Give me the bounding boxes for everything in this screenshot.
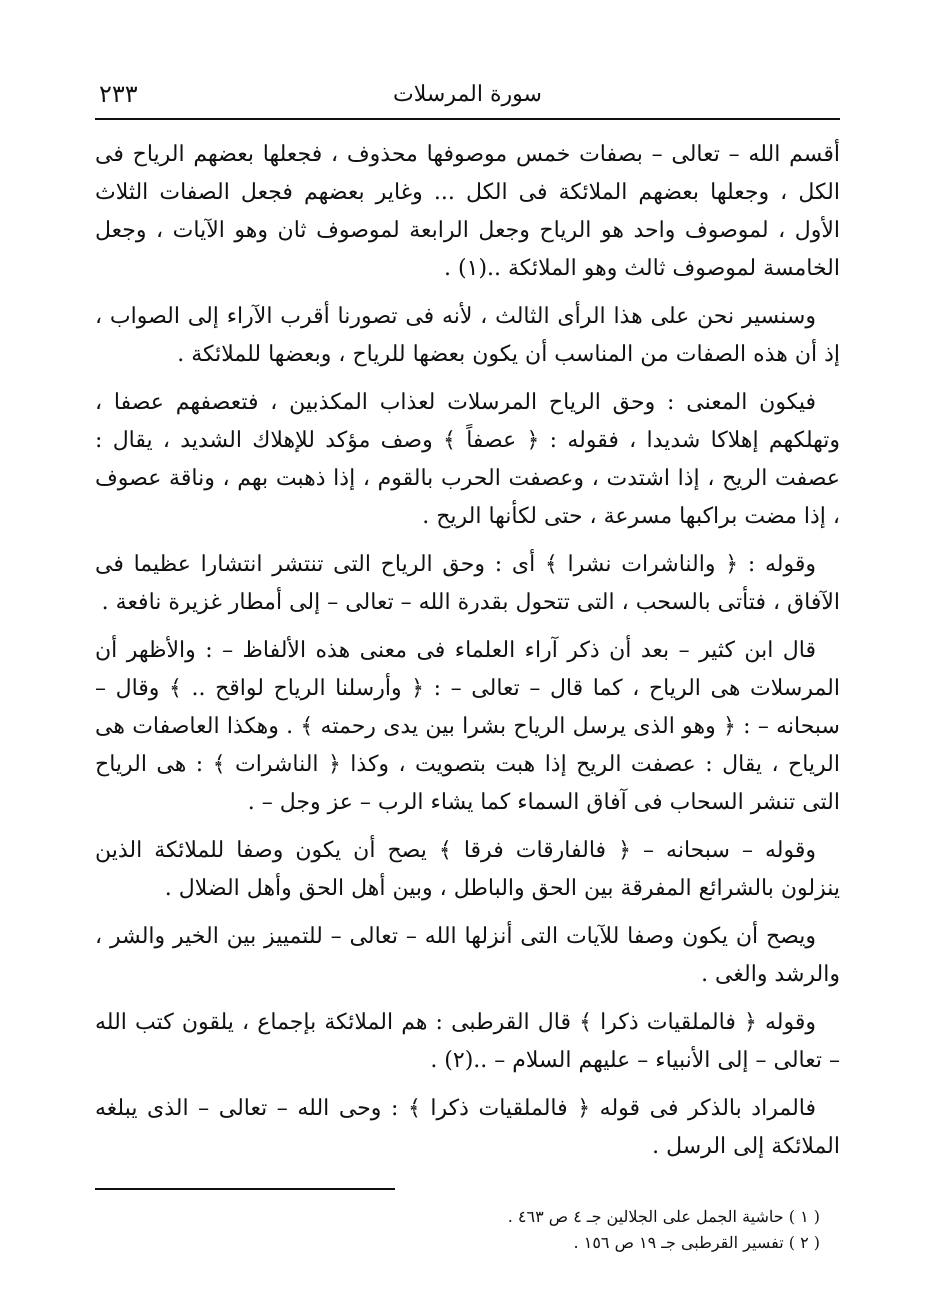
paragraph: وقوله : ﴿ والناشرات نشرا ﴾ أى : وحق الرياح التى تنتشر انتشارا عظيما فى الآفاق ، فتأتى بالسحب ، التى تتحول بقدرة الله – تعالى – إلى أمطار غزيرة نافعة .	[95, 552, 840, 615]
footnote-item: ( ٢ ) تفسير القرطبى جـ ١٩ ص ١٥٦ .	[573, 1233, 820, 1252]
page-header	[95, 78, 840, 120]
surah-title: سورة المرسلات	[393, 82, 542, 107]
footnote-item: ( ١ ) حاشية الجمل على الجلالين جـ ٤ ص ٤٦٣ .	[507, 1207, 820, 1226]
footnote-divider	[95, 1188, 395, 1190]
paragraph: فالمراد بالذكر فى قوله ﴿ فالملقيات ذكرا ﴾ : وحى الله – تعالى – الذى يبلغه الملائكة إلى الرسل .	[95, 1096, 840, 1159]
footnotes-section	[95, 1188, 840, 1256]
book-page	[95, 78, 840, 1256]
paragraph: أقسم الله – تعالى – بصفات خمس موصوفها محذوف ، فجعلها بعضهم الرياح فى الكل ، وجعلها بعضهم الملائكة فى الكل ... وغاير بعضهم فجعل الصفات الثلاث الأول ، لموصوف واحد هو الرياح وجعل الرابعة لموصوف ثان وهو الآيات ، وجعل الخامسة لموصوف ثالث وهو الملائكة ..(١) .	[95, 142, 840, 281]
paragraph: وقوله – سبحانه – ﴿ فالفارقات فرقا ﴾ يصح أن يكون وصفا للملائكة الذين ينزلون بالشرائع المفرقة بين الحق والباطل ، وبين أهل الحق وأهل الضلال .	[95, 838, 840, 901]
paragraph: قال ابن كثير – بعد أن ذكر آراء العلماء فى معنى هذه الألفاظ – : والأظهر أن المرسلات هى الرياح ، كما قال – تعالى – : ﴿ وأرسلنا الرياح لواقح .. ﴾ وقال – سبحانه – : ﴿ وهو الذى يرسل الرياح بشرا بين يدى رحمته ﴾ . وهكذا العاصفات هى الرياح ، يقال : عصفت الريح إذا هبت بتصويت ، وكذا ﴿ الناشرات ﴾ : هى الرياح التى تنشر السحاب فى آفاق السماء كما يشاء الرب – عز وجل – .	[95, 638, 841, 815]
page-body	[95, 136, 840, 1166]
paragraph: ويصح أن يكون وصفا للآيات التى أنزلها الله – تعالى – للتمييز بين الخير والشر ، والرشد والغى .	[95, 924, 840, 987]
page-number: ٢٣٣	[99, 80, 138, 108]
footnote-list	[95, 1204, 840, 1256]
paragraph: فيكون المعنى : وحق الرياح المرسلات لعذاب المكذبين ، فتعصفهم عصفا ، وتهلكهم إهلاكا شديدا ، فقوله : ﴿ عصفاً ﴾ وصف مؤكد للإهلاك الشديد ، يقال : عصفت الريح ، إذا اشتدت ، وعصفت الحرب بالقوم ، إذا ذهبت بهم ، وناقة عصوف ، إذا مضت براكبها مسرعة ، حتى لكأنها الريح .	[95, 390, 840, 529]
paragraph: وسنسير نحن على هذا الرأى الثالث ، لأنه فى تصورنا أقرب الآراء إلى الصواب ، إذ أن هذه الصفات من المناسب أن يكون بعضها للرياح ، وبعضها للملائكة .	[95, 304, 840, 367]
paragraph: وقوله ﴿ فالملقيات ذكرا ﴾ قال القرطبى : هم الملائكة بإجماع ، يلقون كتب الله – تعالى – إلى الأنبياء – عليهم السلام – ..(٢) .	[95, 1010, 840, 1073]
